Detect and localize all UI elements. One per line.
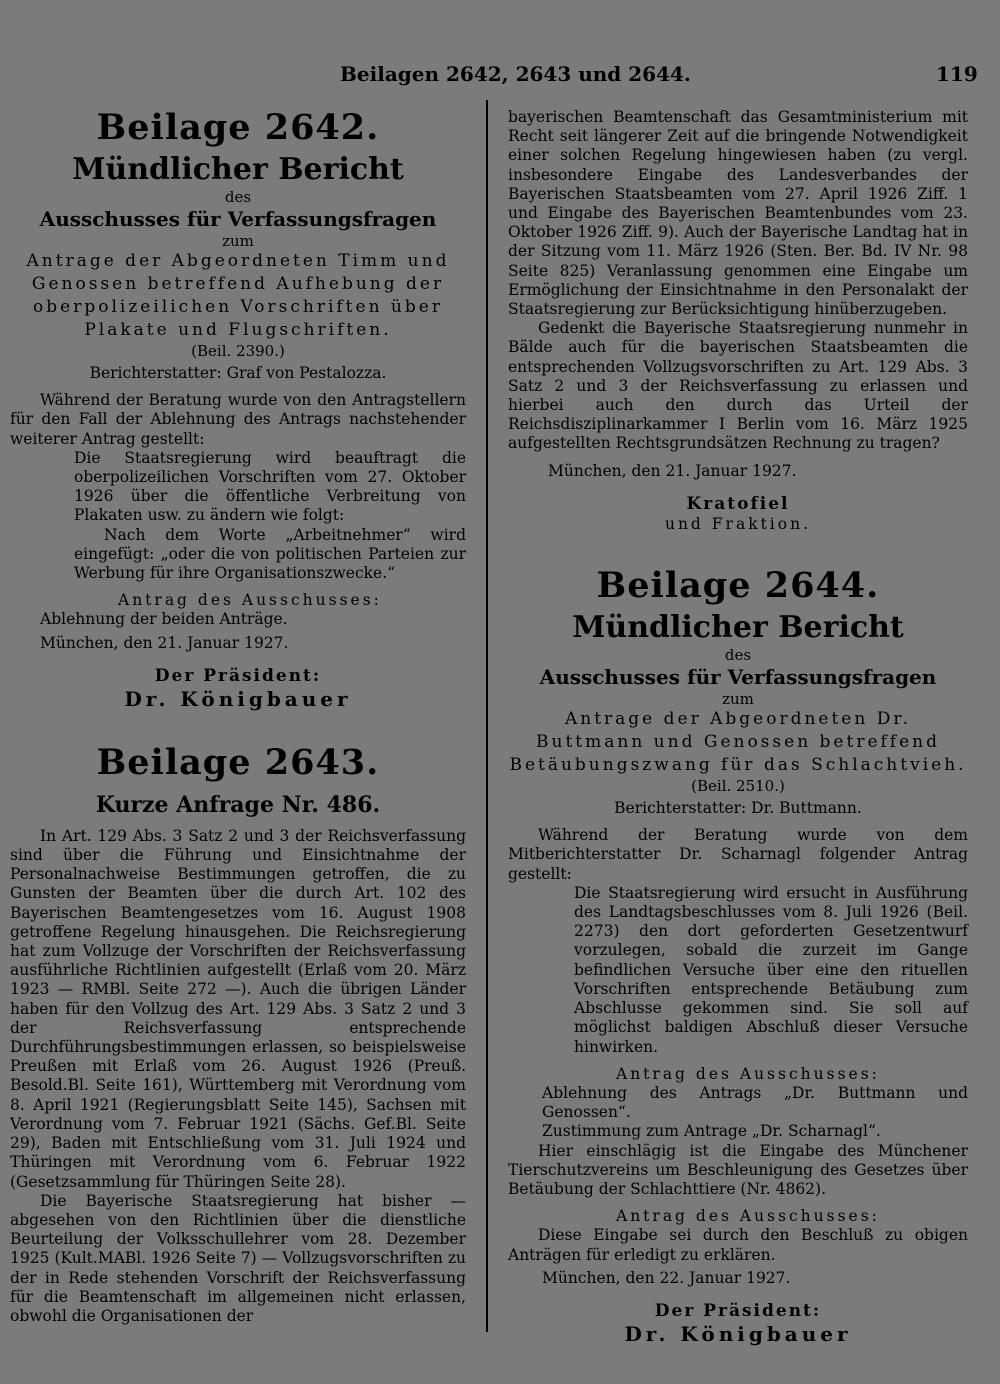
date-line: München, den 21. Januar 1927. [548,461,797,480]
page-header [0,62,1000,96]
quoted-motion: Nach dem Worte „Arbeitnehmer“ wird eingefügt: „oder die von politischen Parteien zur Werbung für ihre Organisationszwecke.“ [74,525,466,583]
antrag-label: Antrag des Ausschusses: [118,591,382,610]
antrag-label: Antrag des Ausschusses: [616,1064,880,1083]
des-label: des [224,188,252,206]
signer-name: Kratofiel [686,493,790,514]
signer-group: und Fraktion. [664,514,812,533]
signature-name: Dr. Königbauer [624,1321,852,1346]
berichterstatter: Berichterstatter: Dr. Buttmann. [614,799,862,818]
antrag-subject: Antrage der Abgeordneten Dr. Buttmann und Genossen betreffend Betäubungszwang für das Schlachtvieh. [509,709,967,776]
berichterstatter: Berichterstatter: Graf von Pestalozza. [89,364,387,382]
paragraph: Während der Beratung wurde von den Antragstellern für den Fall der Ablehnung des Antrags nachstehender weiterer Antrag gestellt: [10,391,466,448]
date-line: München, den 22. Januar 1927. [542,1268,791,1287]
president-label: Der Präsident: [154,665,322,686]
paragraph: Die Bayerische Staatsregierung hat bisher — abgesehen von den Richtlinien über die dienstliche Beurteilung der Volksschullehrer vom 28. Dezember 1925 (Kult.MABl. 1926 Seite 7) — Vollzugsvorschriften zu der in Rede stehenden Vorschrift der Reichsverfassung für die Beamtenschaft im allgemeinen nicht erlassen, obwohl die Organisationen der [10,1191,466,1325]
zum-label: zum [722,690,754,709]
zum-label: zum [222,232,254,250]
des-label: des [724,646,752,665]
beilage-reference: (Beil. 2390.) [191,342,285,360]
date-line: München, den 21. Januar 1927. [40,633,289,652]
bericht-title: Mündlicher Bericht [72,152,404,187]
signature-name: Dr. Königbauer [124,686,352,711]
paragraph: In Art. 129 Abs. 3 Satz 2 und 3 der Reichsverfassung sind über die Führung und Einsichtnahme der Personalnachweise Bestimmungen getroffen, die zu Gunsten der Beamten über die durch Art. 102 des Bayerischen Beamtengesetzes vom 16. August 1908 getroffene Regelung hinausgehen. Die Reichsregierung hat zum Vollzuge der Vorschriften der Reichsverfassung ausführliche Richtlinien aufgestellt (Erlaß vom 20. März 1923 — RMBl. Seite 272 —). Auch die übrigen Länder haben für den Vollzug des Art. 129 Abs. 3 Satz 2 und 3 der Reichsverfassung entsprechende Durchführungsbestimmungen erlassen, so beispielsweise Preußen mit Erlaß vom 26. August 1926 (Preuß. Besold.Bl. Seite 161), Württemberg mit Verordnung vom 8. April 1921 (Regierungsblatt Seite 145), Sachsen mit Verordnung vom 7. Februar 1921 (Sächs. Gef.Bl. Seite 29), Baden mit Entschließung vom 31. Juli 1924 und Thüringen mit Verordnung vom 6. Februar 1922 (Gesetzsammlung für Thüringen Seite 28). [10,826,466,1191]
quoted-motion: Die Staatsregierung wird beauftragt die oberpolizeilichen Vorschriften vom 27. Oktober 1926 über die öffentliche Verbreitung von Plakaten usw. zu ändern wie folgt: [74,448,466,525]
paragraph: Diese Eingabe sei durch den Beschluß zu obigen Anträgen für erledigt zu erklären. [508,1226,968,1264]
quoted-motion: Die Staatsregierung wird ersucht in Ausführung des Landtagsbeschlusses vom 8. Juli 1926 (Beil. 2273) den dort geforderten Gesetzentwurf vorzulegen, sobald die zurzeit im Gange befindlichen Versuche über eine den rituellen Vorschriften entsprechende Betäubung zum Abschlusse gekommen sind. Sie soll auf möglichst baldigen Abschluß dieser Versuche hinwirken. [574,883,968,1056]
beilage-2644-heading: Beilage 2644. [596,565,880,607]
paragraph: Während der Beratung wurde von dem Mitberichterstatter Dr. Scharnagl folgender Antrag gestellt: [508,826,968,883]
anfrage-title: Kurze Anfrage Nr. 486. [95,791,381,818]
paragraph: Hier einschlägig ist die Eingabe des Münchener Tierschutzvereins um Beschleunigung des Gesetzes über Betäubung der Schlachttiere (Nr. 4862). [508,1141,968,1198]
beilage-2643-heading: Beilage 2643. [96,741,380,783]
president-label: Der Präsident: [654,1300,822,1321]
page-number: 119 [936,62,978,86]
antrag-result: Ablehnung der beiden Anträge. [40,610,288,629]
beilage-2642-heading: Beilage 2642. [96,107,380,148]
antrag-result: Zustimmung zum Antrage „Dr. Scharnagl“. [542,1122,881,1141]
beilage-reference: (Beil. 2510.) [691,777,785,796]
paragraph: bayerischen Beamtenschaft das Gesamtministerium mit Recht seit längerer Zeit auf die bringende Notwendigkeit einer solchen Regelung hingewiesen haben (zu vergl. insbesondere Eingabe des Landesverbandes der Bayerischen Staatsbeamten vom 27. April 1926 Ziff. 1 und Eingabe des Bayerischen Beamtenbundes vom 23. Oktober 1926 Ziff. 9). Auch der Bayerische Landtag hat in der Sitzung vom 11. März 1926 (Sten. Ber. Bd. IV Nr. 98 Seite 825) Veranlassung genommen eine Eingabe um Ermöglichung der Einsichtnahme in den Personalakt der Staatsregierung zur Berücksichtigung hinüberzugeben. [508,108,968,319]
antrag-subject: Antrage der Abgeordneten Timm und Genossen betreffend Aufhebung der oberpolizeilichen Vorschriften über Plakate und Flugschriften. [26,251,450,340]
column-divider [486,100,488,1332]
antrag-label: Antrag des Ausschusses: [616,1207,880,1226]
left-column [10,108,466,1326]
paragraph: Gedenkt die Bayerische Staatsregierung nunmehr in Bälde auch für die bayerischen Staatsbeamten die entsprechenden Vollzugsvorschriften zu Art. 129 Abs. 3 Satz 2 und 3 der Reichsverfassung zu erlassen und hierbei auch den durch das Urteil der Reichsdisziplinarkammer I Berlin vom 16. März 1925 aufgestellten Rechtsgrundsätzen Rechnung zu tragen? [508,319,968,453]
bericht-title: Mündlicher Bericht [572,610,904,646]
ausschuss-title: Ausschusses für Verfassungsfragen [39,207,437,231]
ausschuss-title: Ausschusses für Verfassungsfragen [539,665,937,690]
right-column [508,108,968,1346]
antrag-result: Ablehnung des Antrags „Dr. Buttmann und Genossen“. [542,1083,968,1122]
running-title: Beilagen 2642, 2643 und 2644. [340,62,691,86]
